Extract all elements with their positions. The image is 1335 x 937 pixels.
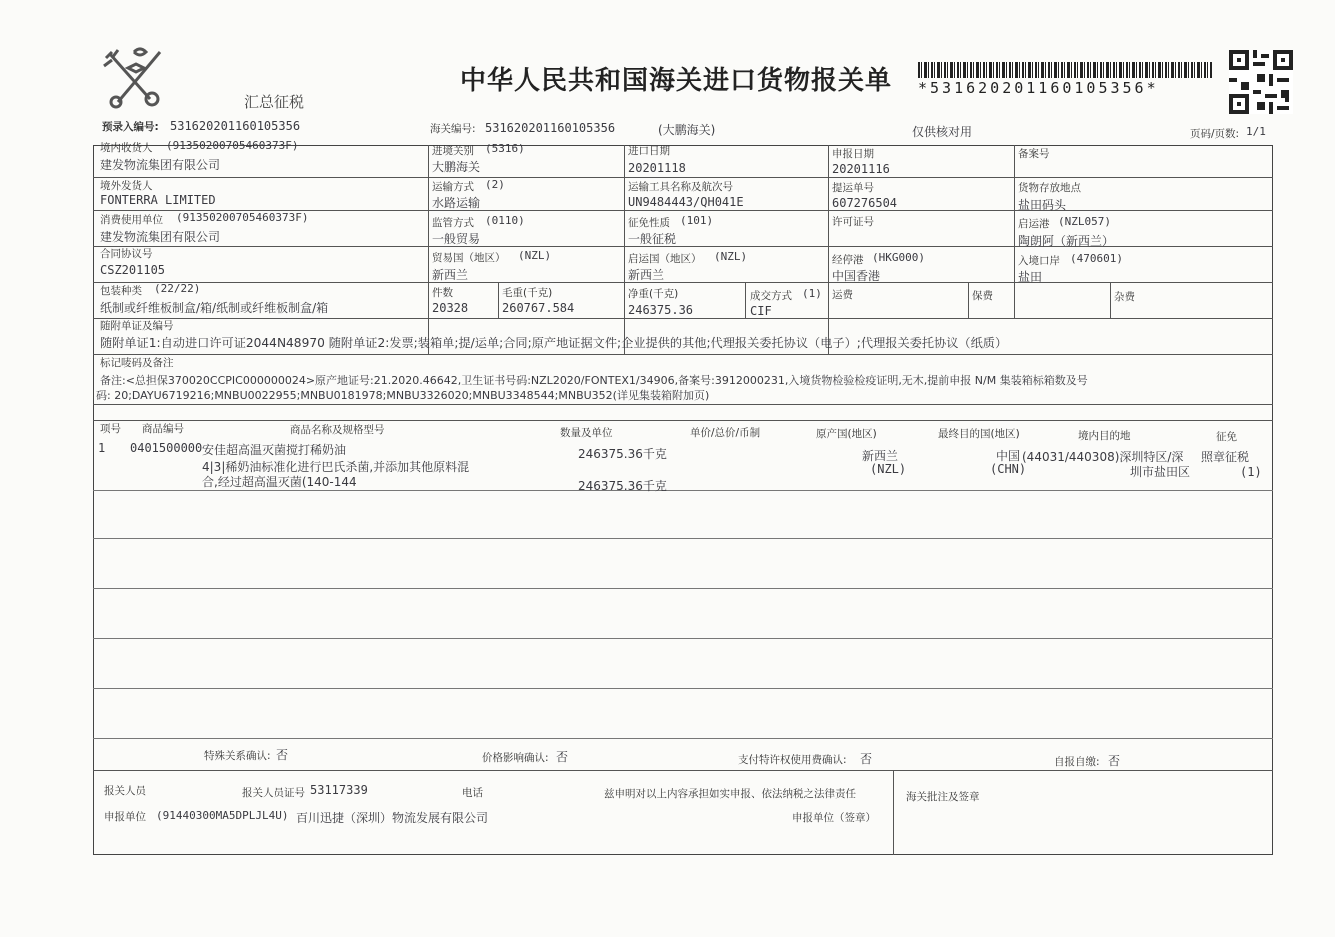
marks-line-1: 备注:<总担保370020CCPIC000000024>原产地证号:21.2020.46642,卫生证书号码:NZL2020/FONTEX1/34906,备案号:3912000231,入境货物检验检疫证明,无木,提前申报 N/M 集装箱标箱数及号 bbox=[100, 374, 1088, 387]
goods-exempt-2: (1) bbox=[1240, 465, 1262, 479]
record-no-label: 备案号 bbox=[1018, 148, 1050, 160]
consignee-label: 境内收货人 bbox=[100, 142, 153, 154]
deal-label: 成交方式 bbox=[750, 290, 792, 302]
dep-port: 陶朗阿（新西兰） bbox=[1018, 234, 1115, 248]
page-label: 页码/页数: bbox=[1190, 128, 1240, 140]
transit-label: 经停港 bbox=[832, 254, 864, 266]
storage-label: 货物存放地点 bbox=[1018, 182, 1081, 194]
unit-label: 申报单位 bbox=[104, 811, 146, 823]
declarant-cert-label: 报关人员证号 bbox=[242, 787, 305, 799]
form-title: 中华人民共和国海关进口货物报关单 bbox=[460, 66, 893, 96]
col-price: 单价/总价/币制 bbox=[690, 427, 761, 439]
trade-country-code: (NZL) bbox=[518, 249, 552, 262]
customs-office: (大鹏海关) bbox=[658, 123, 716, 137]
goods-name-3: 合,经过超高温灭菌(140-144 bbox=[202, 475, 357, 489]
entry-port-code: (470601) bbox=[1070, 252, 1123, 265]
consignee-code: (91350200705460373F) bbox=[166, 139, 299, 152]
qr-code-icon bbox=[1229, 50, 1293, 114]
pre-entry-label: 预录入编号: bbox=[102, 121, 159, 133]
levy-code: (101) bbox=[680, 214, 714, 227]
package-code: (22/22) bbox=[154, 282, 201, 295]
declarant-cert: 53117339 bbox=[310, 783, 368, 797]
trade-country-label: 贸易国（地区） bbox=[432, 252, 506, 264]
verify-only-note: 仅供核对用 bbox=[912, 125, 973, 139]
transit: 中国香港 bbox=[832, 269, 881, 283]
pre-entry-no: 531620201160105356 bbox=[170, 119, 301, 133]
goods-exempt-1: 照章征税 bbox=[1201, 450, 1250, 464]
supervision: 一般贸易 bbox=[432, 232, 481, 246]
col-seq: 项号 bbox=[100, 423, 121, 435]
barcode bbox=[918, 62, 1212, 78]
entry-port-label: 入境口岸 bbox=[1018, 255, 1060, 267]
royalty-label: 支付特许权使用费确认: bbox=[738, 754, 847, 766]
self-pay: 否 bbox=[1108, 754, 1121, 768]
summary-tax-label: 汇总征税 bbox=[244, 93, 305, 111]
declare-date-label: 申报日期 bbox=[832, 148, 874, 160]
consumer-code: (91350200705460373F) bbox=[176, 211, 309, 224]
transport-code: (2) bbox=[485, 178, 505, 191]
special-relation: 否 bbox=[276, 748, 289, 762]
supervision-label: 监管方式 bbox=[432, 217, 474, 229]
insurance-label: 保费 bbox=[972, 290, 993, 302]
goods-domestic-1: (44031/440308)深圳特区/深 bbox=[1022, 450, 1184, 464]
shipper-name: FONTERRA LIMITED bbox=[100, 193, 216, 207]
origin-country-code: (NZL) bbox=[714, 250, 748, 263]
dep-port-code: (NZL057) bbox=[1058, 215, 1111, 228]
license-label: 许可证号 bbox=[832, 216, 874, 228]
storage: 盐田码头 bbox=[1018, 198, 1067, 212]
price-impact-label: 价格影响确认: bbox=[482, 752, 549, 764]
deal-code: (1) bbox=[802, 287, 822, 300]
goods-name-2: 4|3|稀奶油标准化进行巴氏杀菌,并添加其他原料混 bbox=[202, 460, 470, 474]
goods-domestic-2: 圳市盐田区 bbox=[1130, 465, 1191, 479]
unit-seal-label: 申报单位（签章） bbox=[792, 812, 876, 824]
consumer-name: 建发物流集团有限公司 bbox=[100, 230, 221, 244]
contract: CSZ201105 bbox=[100, 263, 166, 277]
levy: 一般征税 bbox=[628, 232, 677, 246]
page-value: 1/1 bbox=[1246, 125, 1266, 138]
entry-office-code: (5316) bbox=[485, 142, 525, 155]
unit-name: 百川迅捷（深圳）物流发展有限公司 bbox=[296, 811, 489, 825]
col-domestic: 境内目的地 bbox=[1078, 430, 1131, 442]
net-label: 净重(千克) bbox=[628, 288, 679, 300]
declare-date: 20201116 bbox=[832, 162, 890, 176]
net: 246375.36 bbox=[628, 303, 694, 317]
col-exempt: 征免 bbox=[1216, 431, 1237, 443]
customs-remark-label: 海关批注及签章 bbox=[906, 791, 980, 803]
gross-label: 毛重(千克) bbox=[502, 287, 553, 299]
package-label: 包装种类 bbox=[100, 285, 142, 297]
import-date: 20201118 bbox=[628, 161, 686, 175]
origin-country: 新西兰 bbox=[628, 268, 665, 282]
entry-port: 盐田 bbox=[1018, 270, 1043, 284]
import-date-label: 进口日期 bbox=[628, 145, 670, 157]
attached-docs: 随附单证1:自动进口许可证2044N48970 随附单证2:发票;装箱单;提/运单;合同;原产地证据文件;企业提供的其他;代理报关委托协议（电子）;代理报关委托协议（纸质） bbox=[100, 336, 1008, 350]
price-impact: 否 bbox=[556, 750, 569, 764]
col-code: 商品编号 bbox=[142, 423, 184, 435]
misc-label: 杂费 bbox=[1114, 291, 1135, 303]
shipper-label: 境外发货人 bbox=[100, 180, 153, 192]
customs-no: 531620201160105356 bbox=[485, 121, 616, 135]
consignee-name: 建发物流集团有限公司 bbox=[100, 158, 221, 172]
goods-dest-code: (CHN) bbox=[990, 462, 1027, 476]
package: 纸制或纤维板制盒/箱/纸制或纤维板制盒/箱 bbox=[100, 301, 329, 315]
contract-label: 合同协议号 bbox=[100, 248, 153, 260]
goods-qty-2: 246375.36千克 bbox=[578, 479, 667, 493]
statement: 兹申明对以上内容承担如实申报、依法纳税之法律责任 bbox=[604, 788, 856, 800]
pieces-label: 件数 bbox=[432, 287, 453, 299]
self-pay-label: 自报自缴: bbox=[1054, 756, 1100, 768]
transport-label: 运输方式 bbox=[432, 181, 474, 193]
goods-qty-1: 246375.36千克 bbox=[578, 447, 667, 461]
col-origin: 原产国(地区) bbox=[816, 428, 877, 440]
bl-label: 提运单号 bbox=[832, 182, 874, 194]
vessel-label: 运输工具名称及航次号 bbox=[628, 181, 733, 193]
vessel: UN9484443/QH041E bbox=[628, 195, 744, 209]
deal: CIF bbox=[750, 304, 772, 318]
special-relation-label: 特殊关系确认: bbox=[204, 750, 271, 762]
consumer-label: 消费使用单位 bbox=[100, 214, 163, 226]
goods-origin-code: (NZL) bbox=[870, 462, 907, 476]
customs-emblem-icon bbox=[100, 44, 172, 110]
transport: 水路运输 bbox=[432, 196, 481, 210]
attached-label: 随附单证及编号 bbox=[100, 320, 174, 332]
dep-port-label: 启运港 bbox=[1018, 218, 1050, 230]
unit-code: (91440300MA5DPLJL4U) bbox=[156, 809, 289, 822]
goods-dest: 中国 bbox=[996, 449, 1021, 463]
phone-label: 电话 bbox=[462, 787, 483, 799]
gross: 260767.584 bbox=[502, 301, 575, 315]
goods-seq: 1 bbox=[98, 441, 106, 455]
royalty: 否 bbox=[860, 752, 873, 766]
customs-no-label: 海关编号: bbox=[430, 123, 476, 135]
goods-name-1: 安佳超高温灭菌搅打稀奶油 bbox=[202, 443, 347, 457]
declarant-label: 报关人员 bbox=[104, 785, 146, 797]
col-dest: 最终目的国(地区) bbox=[938, 428, 1020, 440]
origin-country-label: 启运国（地区） bbox=[628, 253, 702, 265]
marks-label: 标记唛码及备注 bbox=[100, 357, 174, 369]
entry-office-label: 进境关别 bbox=[432, 145, 474, 157]
col-name: 商品名称及规格型号 bbox=[290, 424, 385, 436]
transit-code: (HKG000) bbox=[872, 251, 925, 264]
goods-origin: 新西兰 bbox=[862, 449, 899, 463]
marks-line-2: 码: 20;DAYU6719216;MNBU0022955;MNBU0181978;MNBU3326020;MNBU3348544;MNBU352(详见集装箱附加页) bbox=[96, 389, 710, 402]
pieces: 20328 bbox=[432, 301, 469, 315]
levy-label: 征免性质 bbox=[628, 217, 670, 229]
entry-office: 大鹏海关 bbox=[432, 160, 481, 174]
trade-country: 新西兰 bbox=[432, 268, 469, 282]
supervision-code: (0110) bbox=[485, 214, 525, 227]
freight-label: 运费 bbox=[832, 289, 853, 301]
goods-code: 0401500000 bbox=[130, 441, 203, 455]
barcode-text: *531620201160105356* bbox=[918, 79, 1159, 97]
bl-no: 607276504 bbox=[832, 196, 898, 210]
col-qty: 数量及单位 bbox=[560, 427, 613, 439]
